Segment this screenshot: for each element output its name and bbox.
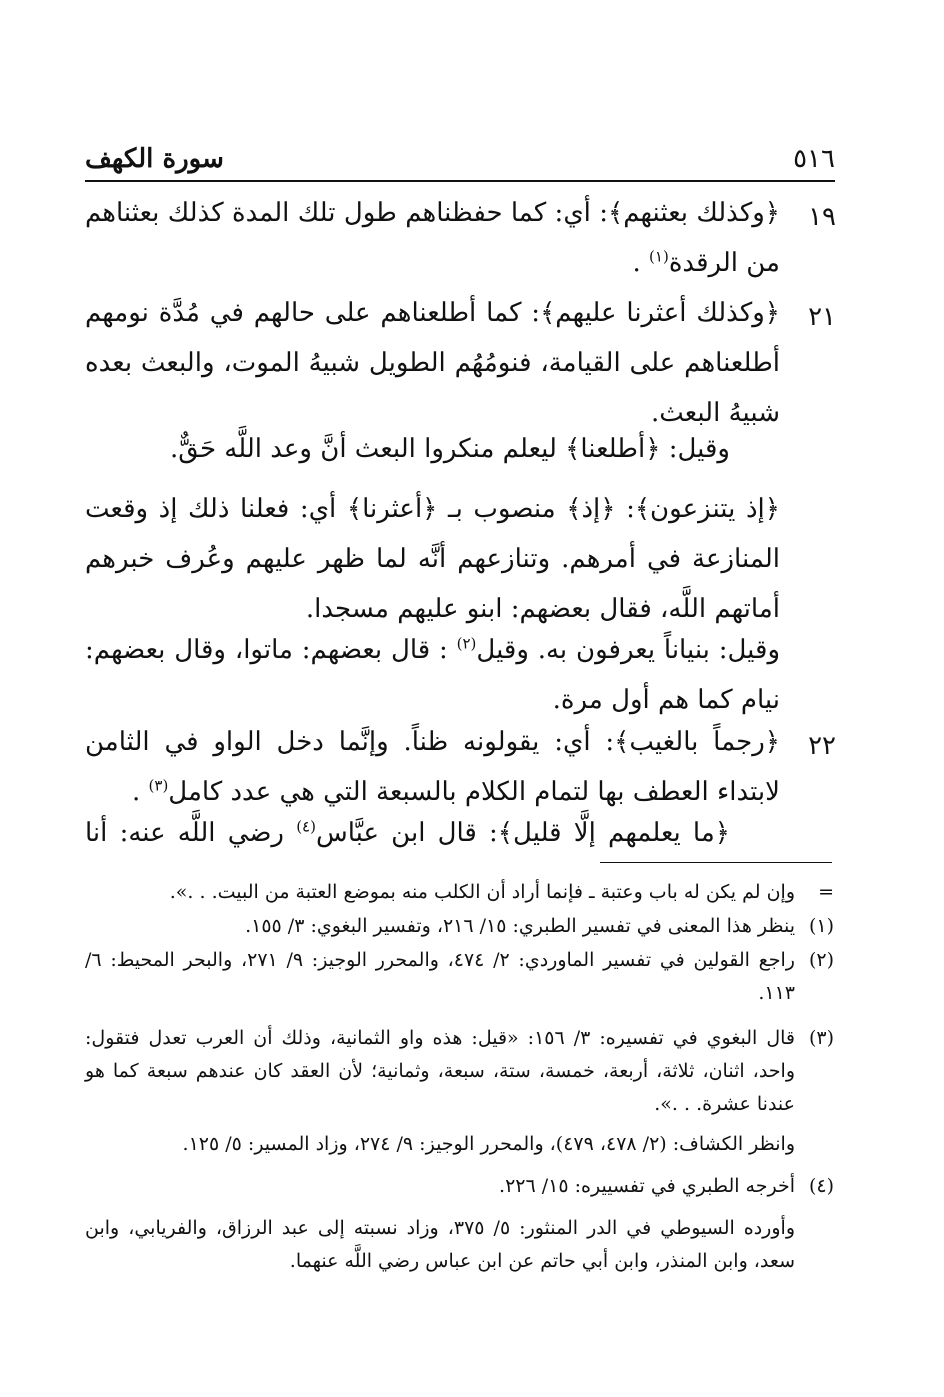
paragraph-ma-yalamuhum bbox=[85, 808, 730, 858]
commentary-text: ﴿وكذلك بعثنهم﴾: أي: كما حفظناهم طول تلك المدة كذلك بعثناهم من الرقدة bbox=[85, 198, 780, 278]
footnote-ref: (٣) bbox=[148, 776, 169, 795]
footnote-ref: (٢) bbox=[456, 634, 477, 653]
footnote-2-number: (٢) bbox=[808, 949, 834, 971]
footnote-1: ينظر هذا المعنى في تفسير الطبري: ١٥/ ٢١٦، وتفسير البغوي: ٣/ ١٥٥. bbox=[245, 915, 795, 937]
paragraph-qila-2 bbox=[85, 625, 780, 725]
commentary-verse-19 bbox=[85, 188, 780, 288]
verse-number-21: ٢١ bbox=[808, 302, 836, 332]
footnote-3-continued: وانظر الكشاف: (٢/ ٤٧٨، ٤٧٩)، والمحرر الوجيز: ٩/ ٢٧٤، وزاد المسير: ٥/ ١٢٥. bbox=[182, 1133, 795, 1155]
commentary-text: ﴿رجماً بالغيب﴾: أي: يقولونه ظناً. وإنَّما دخل الواو في الثامن لابتداء العطف بها لتمام الكلام بالسبعة التي هي عدد كامل bbox=[85, 727, 780, 807]
footnote-3-number: (٣) bbox=[808, 1027, 834, 1049]
commentary-tail: . bbox=[632, 248, 650, 278]
paragraph-idh-yatanazaun: ﴿إذ يتنزعون﴾: ﴿إذ﴾ منصوب بـ ﴿أعثرنا﴾ أي: فعلنا ذلك إذ وقعت المنازعة في أمرهم. وتنازعهم أنَّه لما ظهر عليهم وعُرف خبرهم أماتهم اللَّه، فقال بعضهم: ابنو عليهم مسجدا. bbox=[85, 494, 780, 624]
verse-number-22: ٢٢ bbox=[808, 731, 836, 761]
commentary-verse-21: ﴿وكذلك أعثرنا عليهم﴾: كما أطلعناهم على حالهم في مُدَّة نومهم أطلعناهم على القيامة، فنومُهُم الطويل شبيهُ الموت، والبعث بعده شبيهُ البعث. bbox=[85, 298, 780, 428]
footnote-continuation: وإن لم يكن له باب وعتبة ـ فإنما أراد أن الكلب منه بموضع العتبة من البيت. . .». bbox=[169, 881, 795, 903]
paragraph-text: وقيل: بنياناً يعرفون به. وقيل bbox=[476, 635, 781, 665]
footnote-4: أخرجه الطبري في تفسييره: ١٥/ ٢٢٦. bbox=[499, 1175, 795, 1197]
paragraph-text: ﴿ما يعلمهم إلَّا قليل﴾: قال ابن عبَّاس bbox=[315, 818, 730, 848]
footnote-1-number: (١) bbox=[808, 915, 834, 937]
page-header bbox=[85, 140, 835, 180]
verse-number-19: ١٩ bbox=[808, 202, 836, 232]
surah-title: سورة الكهف bbox=[85, 144, 224, 174]
footnote-4-number: (٤) bbox=[808, 1175, 834, 1197]
paragraph-text: : قال بعضهم: ماتوا، وقال بعضهم: نيام كما هم أول مرة. bbox=[85, 635, 780, 715]
footnote-4-continued: وأورده السيوطي في الدر المنثور: ٥/ ٣٧٥، وزاد نسبته إلى عبد الرزاق، والفريابي، وابن سعد، وابن المنذر، وابن أبي حاتم عن ابن عباس رضي اللَّه عنهما. bbox=[85, 1217, 795, 1272]
paragraph-text: رضي اللَّه عنه: أنا bbox=[85, 818, 284, 848]
footnote-ref: (٤) bbox=[296, 817, 316, 836]
footnote-2: راجع القولين في تفسير الماوردي: ٢/ ٤٧٤، والمحرر الوجيز: ٩/ ٢٧١، والبحر المحيط: ٦/ ١١٣. bbox=[85, 949, 795, 1004]
footnote-continuation-marker: = bbox=[818, 881, 834, 903]
header-rule bbox=[85, 180, 835, 182]
commentary-verse-22 bbox=[85, 717, 780, 817]
commentary-tail: . bbox=[131, 777, 149, 807]
paragraph-qila-1: وقيل: ﴿أطلعنا﴾ ليعلم منكروا البعث أنَّ وعد اللَّه حَقٌّ. bbox=[170, 434, 730, 464]
page-number: ٥١٦ bbox=[793, 144, 835, 174]
footnote-3: قال البغوي في تفسيره: ٣/ ١٥٦: «قيل: هذه واو الثمانية، وذلك أن العرب تعدل فتقول: واحد، اثنان، ثلاثة، أربعة، خمسة، ستة، سبعة، وثمانية؛ لأن العقد كان عندهم سبعة كما هو عندنا عشرة. . .». bbox=[85, 1027, 795, 1115]
footnote-rule bbox=[600, 862, 832, 863]
footnote-ref: (١) bbox=[649, 247, 669, 266]
